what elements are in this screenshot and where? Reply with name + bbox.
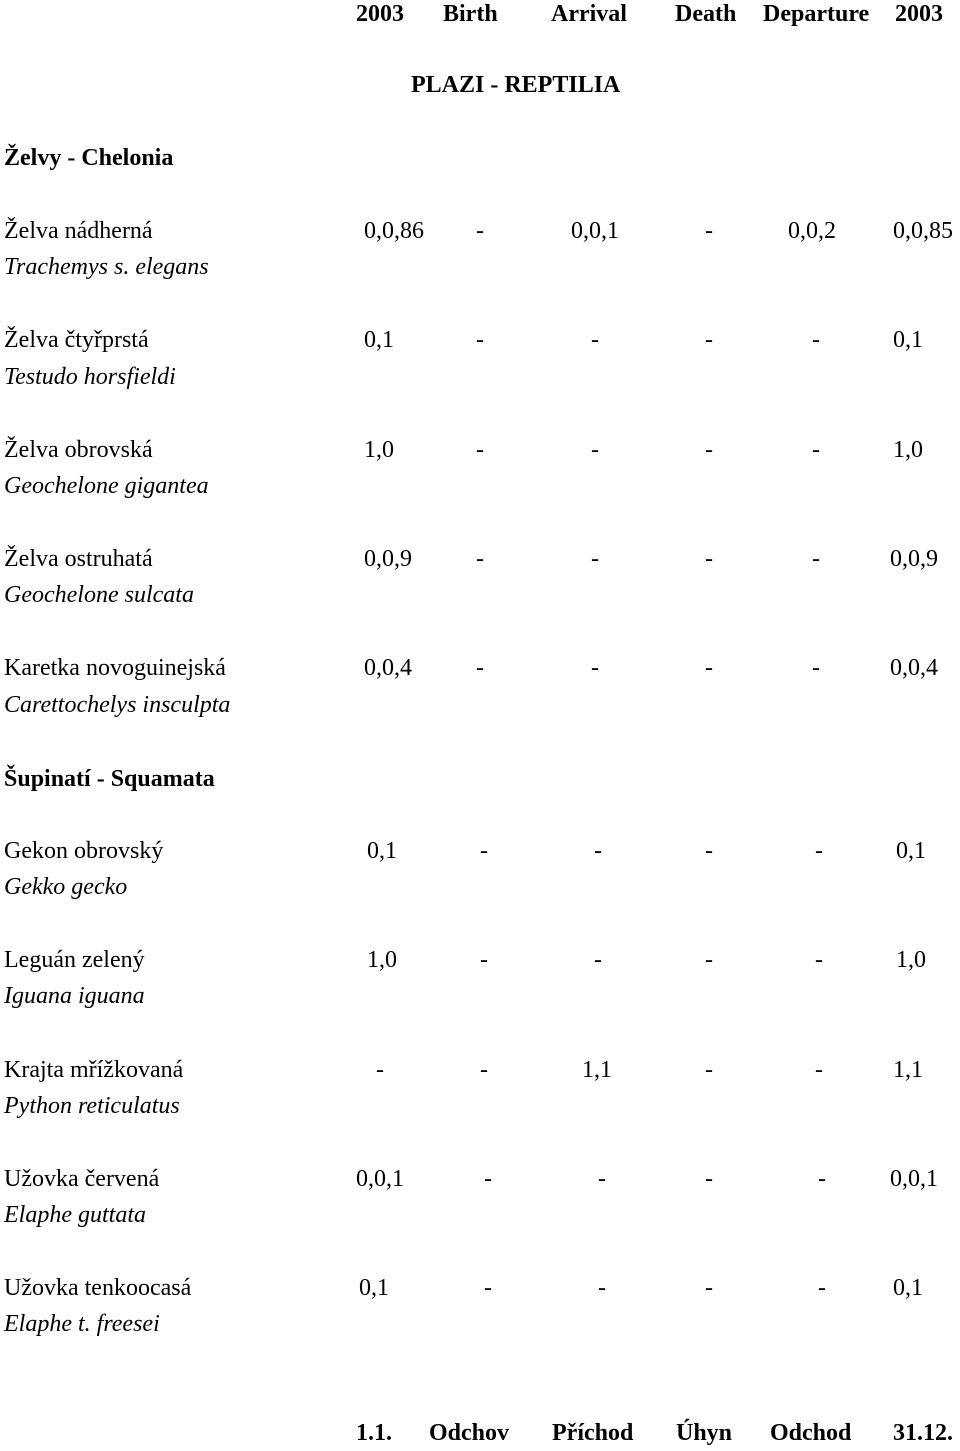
value-arrival: -: [598, 1275, 606, 1301]
header-col-departure: Departure: [763, 1, 870, 27]
value-birth: -: [476, 655, 484, 681]
species-czech-name: Karetka novoguinejská: [4, 655, 226, 681]
value-death: -: [705, 1275, 713, 1301]
footer-col-prichod: Příchod: [552, 1420, 634, 1446]
value-birth: -: [484, 1275, 492, 1301]
value-birth: -: [476, 218, 484, 244]
species-latin-name: Python reticulatus: [4, 1093, 180, 1119]
value-start: 0,1: [359, 1275, 389, 1301]
value-end: 0,0,9: [890, 546, 938, 572]
value-start: 0,0,86: [364, 218, 424, 244]
header-col-end-year: 2003: [895, 1, 943, 27]
value-birth: -: [480, 947, 488, 973]
value-departure: -: [812, 327, 820, 353]
value-end: 1,0: [896, 947, 926, 973]
value-departure: -: [812, 437, 820, 463]
value-departure: -: [815, 1057, 823, 1083]
value-start: 0,0,4: [364, 655, 412, 681]
species-latin-name: Geochelone sulcata: [4, 582, 194, 608]
value-departure: -: [815, 838, 823, 864]
value-arrival: -: [594, 947, 602, 973]
value-departure: -: [818, 1275, 826, 1301]
value-start: 1,0: [367, 947, 397, 973]
value-start: -: [376, 1057, 384, 1083]
species-latin-name: Elaphe t. freesei: [4, 1311, 160, 1337]
species-czech-name: Leguán zelený: [4, 947, 145, 973]
value-departure: -: [812, 546, 820, 572]
section-title: PLAZI - REPTILIA: [411, 72, 621, 98]
value-end: 0,0,85: [893, 218, 953, 244]
value-death: -: [705, 218, 713, 244]
value-arrival: 0,0,1: [571, 218, 619, 244]
value-death: -: [705, 1166, 713, 1192]
value-arrival: -: [591, 546, 599, 572]
value-end: 0,0,1: [890, 1166, 938, 1192]
value-end: 0,1: [893, 327, 923, 353]
species-czech-name: Krajta mřížkovaná: [4, 1057, 184, 1083]
value-birth: -: [476, 437, 484, 463]
footer-col-end-date: 31.12.: [893, 1420, 953, 1446]
species-latin-name: Gekko gecko: [4, 874, 128, 900]
species-latin-name: Carettochelys insculpta: [4, 692, 231, 718]
value-arrival: -: [591, 437, 599, 463]
species-czech-name: Užovka červená: [4, 1166, 160, 1192]
value-end: 1,0: [893, 437, 923, 463]
species-czech-name: Želva ostruhatá: [4, 546, 153, 572]
group-title-chelonia: Želvy - Chelonia: [4, 145, 174, 171]
value-death: -: [705, 1057, 713, 1083]
value-birth: -: [476, 327, 484, 353]
value-death: -: [705, 546, 713, 572]
value-start: 0,0,9: [364, 546, 412, 572]
value-start: 0,1: [367, 838, 397, 864]
species-latin-name: Testudo horsfieldi: [4, 364, 176, 390]
value-birth: -: [476, 546, 484, 572]
value-death: -: [705, 947, 713, 973]
value-end: 0,0,4: [890, 655, 938, 681]
value-end: 1,1: [893, 1057, 923, 1083]
header-col-death: Death: [675, 1, 737, 27]
value-birth: -: [480, 838, 488, 864]
value-death: -: [705, 437, 713, 463]
value-arrival: -: [594, 838, 602, 864]
value-birth: -: [480, 1057, 488, 1083]
species-czech-name: Želva obrovská: [4, 437, 153, 463]
value-arrival: -: [591, 655, 599, 681]
species-czech-name: Želva nádherná: [4, 218, 153, 244]
value-departure: -: [818, 1166, 826, 1192]
header-col-start-year: 2003: [356, 1, 404, 27]
value-arrival: -: [591, 327, 599, 353]
species-latin-name: Elaphe guttata: [4, 1202, 146, 1228]
value-departure: 0,0,2: [788, 218, 836, 244]
footer-col-odchov: Odchov: [429, 1420, 510, 1446]
value-death: -: [705, 655, 713, 681]
value-death: -: [705, 838, 713, 864]
footer-col-uhyn: Úhyn: [676, 1420, 733, 1446]
header-col-birth: Birth: [443, 1, 498, 27]
footer-col-start-date: 1.1.: [356, 1420, 392, 1446]
value-start: 1,0: [364, 437, 394, 463]
value-birth: -: [484, 1166, 492, 1192]
value-end: 0,1: [893, 1275, 923, 1301]
footer-col-odchod: Odchod: [770, 1420, 852, 1446]
value-start: 0,0,1: [356, 1166, 404, 1192]
value-departure: -: [812, 655, 820, 681]
value-start: 0,1: [364, 327, 394, 353]
value-end: 0,1: [896, 838, 926, 864]
value-arrival: 1,1: [582, 1057, 612, 1083]
header-col-arrival: Arrival: [551, 1, 627, 27]
value-arrival: -: [598, 1166, 606, 1192]
value-departure: -: [815, 947, 823, 973]
species-latin-name: Iguana iguana: [4, 983, 145, 1009]
value-death: -: [705, 327, 713, 353]
species-latin-name: Geochelone gigantea: [4, 473, 209, 499]
species-czech-name: Želva čtyřprstá: [4, 327, 149, 353]
group-title-squamata: Šupinatí - Squamata: [4, 766, 215, 792]
species-czech-name: Gekon obrovský: [4, 838, 164, 864]
species-latin-name: Trachemys s. elegans: [4, 254, 209, 280]
species-czech-name: Užovka tenkoocasá: [4, 1275, 192, 1301]
